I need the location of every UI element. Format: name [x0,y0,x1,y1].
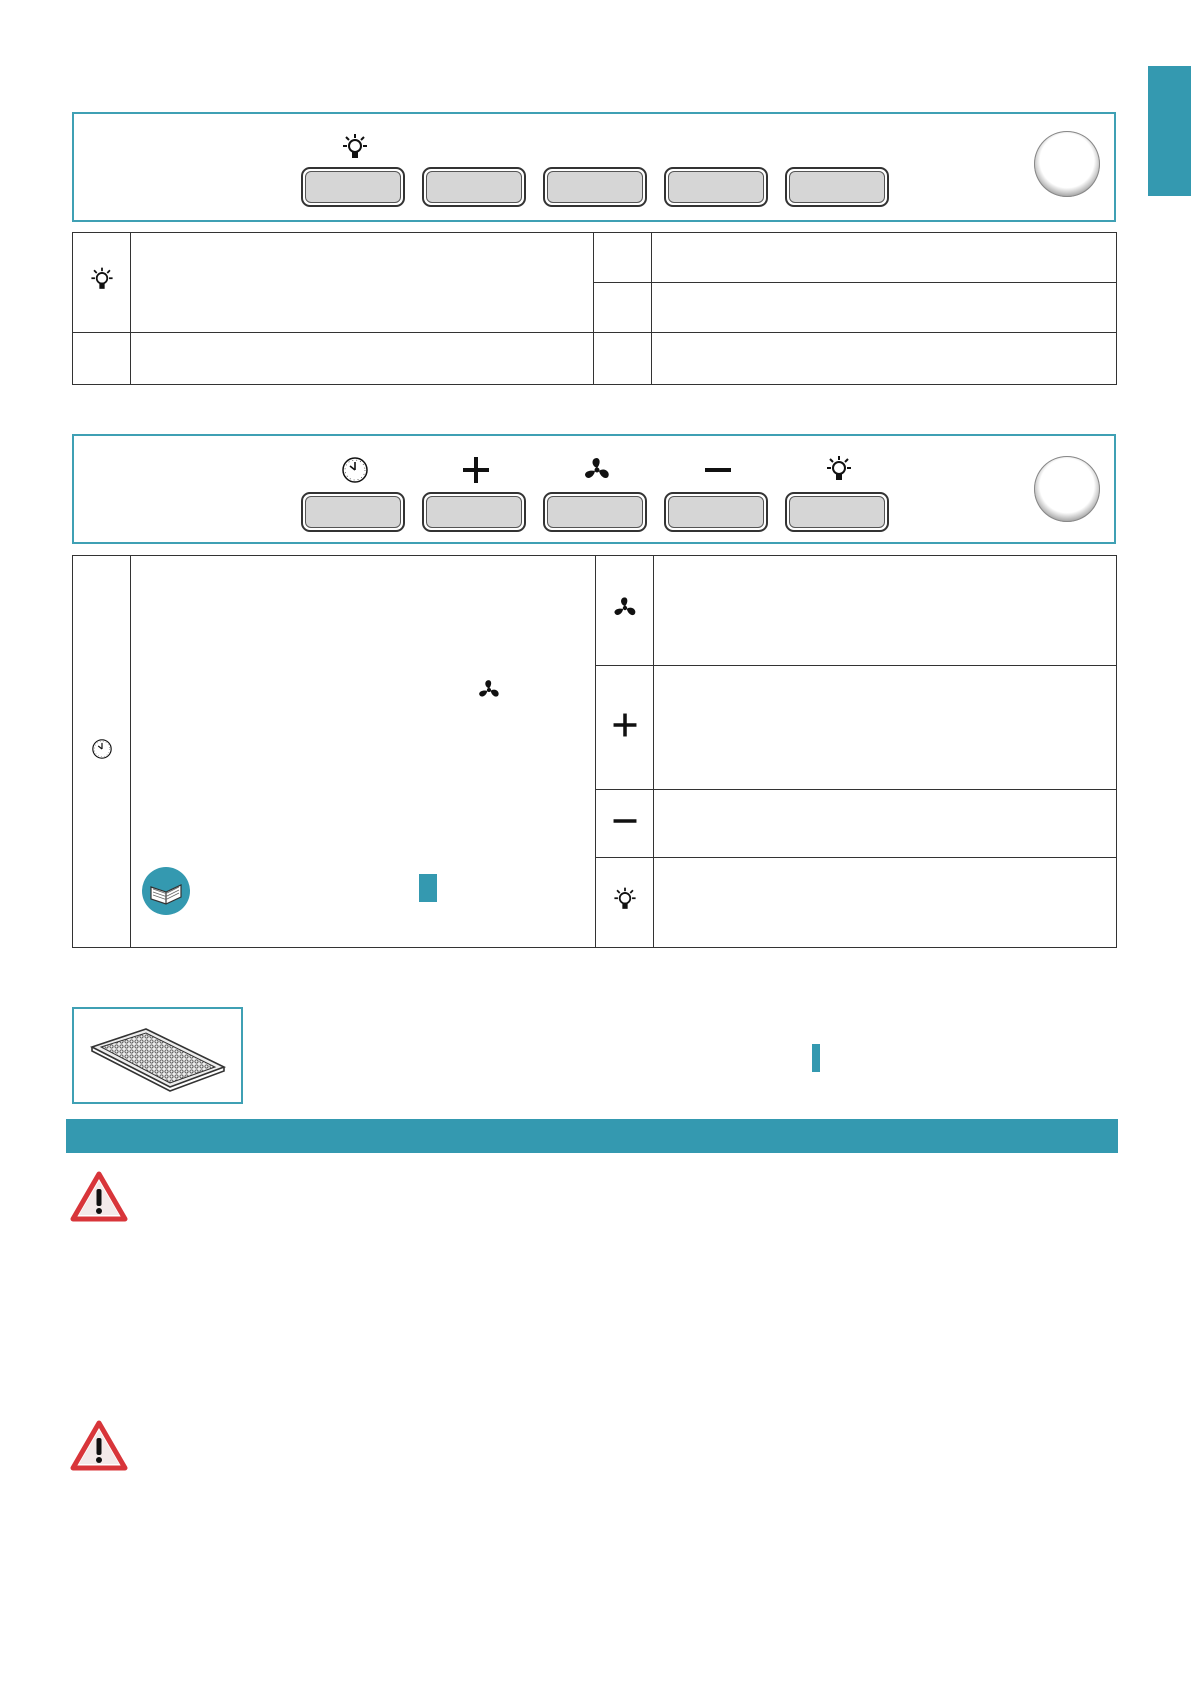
panel1-button-2[interactable] [422,167,526,207]
table1-right-desc-cell [652,233,1117,283]
control-panel-1 [72,112,1116,222]
function-table-2 [72,555,1117,948]
plus-icon [610,710,640,740]
light-bulb-icon [610,885,640,915]
warning-triangle-icon [70,1420,128,1472]
table2-plus-desc-cell [654,666,1117,790]
table2-right-icon-cell [596,666,654,790]
rotary-knob[interactable] [1034,456,1100,522]
light-button[interactable] [785,492,889,532]
book-icon [141,866,191,916]
reference-marker [812,1044,820,1072]
table1-right-icon-cell [594,233,652,283]
reference-marker [419,874,437,902]
clock-icon [338,453,372,487]
fan-icon [475,676,503,704]
table1-right-icon-cell [594,283,652,333]
table1-right-desc-cell [652,283,1117,333]
fan-button[interactable] [543,492,647,532]
fan-icon [610,593,640,623]
table1-right-desc-cell [652,333,1117,385]
minus-icon [610,806,640,836]
grease-filter-illustration [74,1009,241,1102]
table1-desc-cell [131,233,594,333]
section-banner [66,1119,1118,1153]
table2-icon-cell [73,556,131,948]
fan-icon [580,453,614,487]
rotary-knob[interactable] [1034,131,1100,197]
light-bulb-icon [338,131,372,165]
minus-button[interactable] [664,492,768,532]
table2-fan-desc-cell [654,556,1117,666]
warning-triangle-icon [70,1171,128,1223]
clock-icon [89,736,115,762]
table2-right-icon-cell [596,556,654,666]
table1-right-icon-cell [594,333,652,385]
light-bulb-icon [87,265,117,295]
control-panel-2 [72,434,1116,544]
table2-right-icon-cell [596,858,654,948]
table1-icon-cell [73,233,131,333]
function-table-1 [72,232,1117,385]
table2-timer-desc-cell [131,556,596,948]
table2-minus-desc-cell [654,790,1117,858]
table2-right-icon-cell [596,790,654,858]
table2-light-desc-cell [654,858,1117,948]
table1-desc-cell [131,333,594,385]
panel1-button-light[interactable] [301,167,405,207]
panel1-button-5[interactable] [785,167,889,207]
timer-button[interactable] [301,492,405,532]
panel1-button-4[interactable] [664,167,768,207]
panel1-button-3[interactable] [543,167,647,207]
light-bulb-icon [822,453,856,487]
plus-button[interactable] [422,492,526,532]
section-tab-marker [1148,66,1191,196]
plus-icon [459,453,493,487]
minus-icon [701,453,735,487]
grease-filter-image [72,1007,243,1104]
table1-icon-cell [73,333,131,385]
